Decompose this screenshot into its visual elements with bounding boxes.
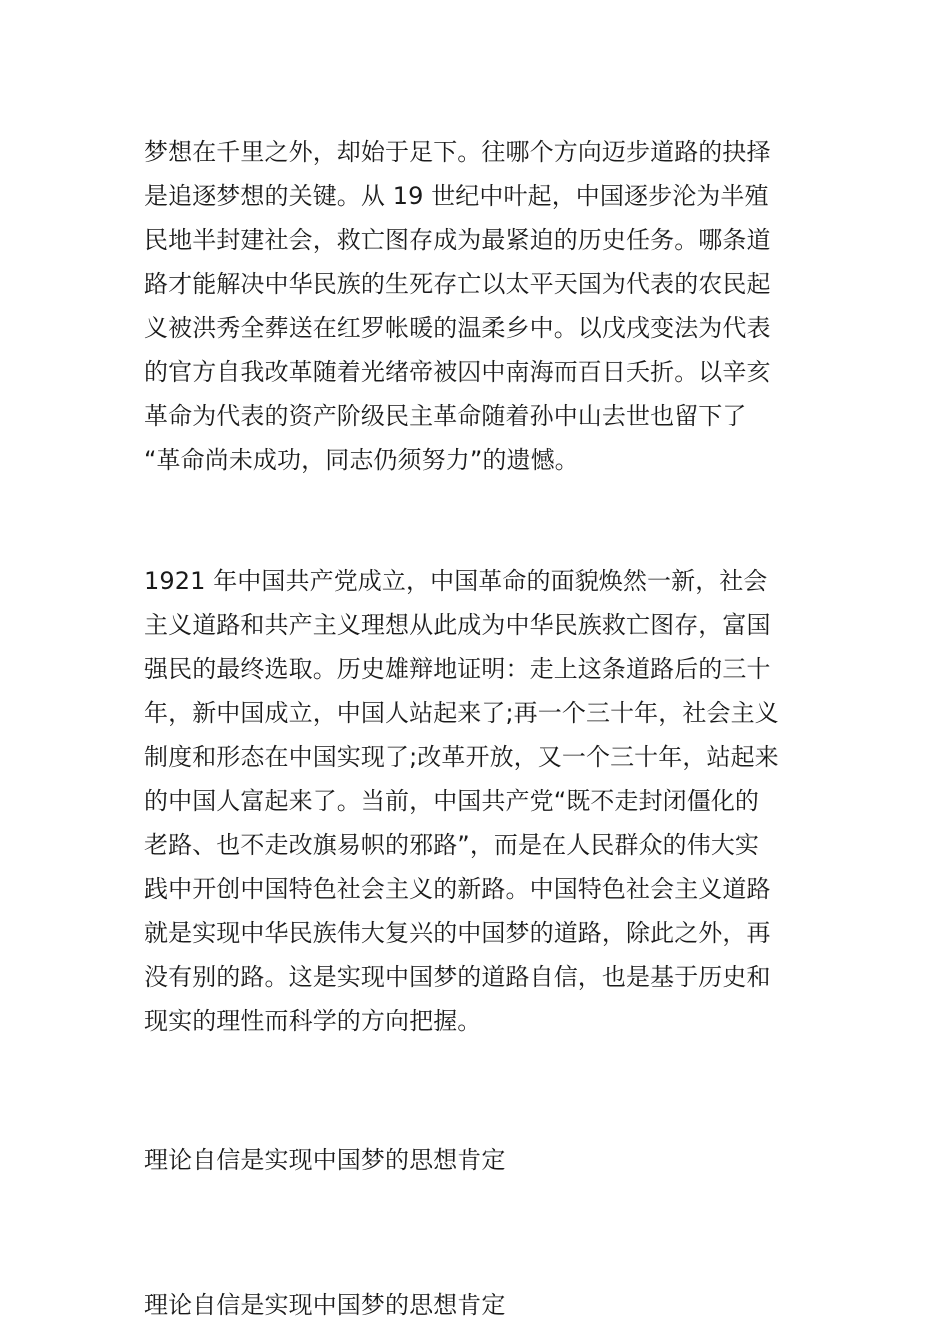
section-heading-repeat	[144, 1283, 812, 1327]
text-line: 的中国人富起来了。当前，中国共产党“既不走封闭僵化的	[144, 787, 760, 815]
text-line: “革命尚未成功，同志仍须努力”的遗憾。	[144, 446, 579, 474]
text-line: 民地半封建社会，救亡图存成为最紧迫的历史任务。哪条道	[144, 226, 771, 254]
text-line: 制度和形态在中国实现了;改革开放，又一个三十年，站起来	[144, 743, 779, 771]
text-line: 就是实现中华民族伟大复兴的中国梦的道路，除此之外，再	[144, 919, 771, 947]
paragraph-road-choice	[144, 130, 812, 482]
text-line: 践中开创中国特色社会主义的新路。中国特色社会主义道路	[144, 875, 771, 903]
text-line: 老路、也不走改旗易帜的邪路”，而是在人民群众的伟大实	[144, 831, 760, 859]
text-line: 现实的理性而科学的方向把握。	[144, 1007, 482, 1035]
text-line: 强民的最终选取。历史雄辩地证明：走上这条道路后的三十	[144, 655, 771, 683]
text-line: 1921 年中国共产党成立，中国革命的面貌焕然一新，社会	[144, 567, 768, 595]
paragraph-party-founding	[144, 559, 812, 1043]
text-line: 革命为代表的资产阶级民主革命随着孙中山去世也留下了	[144, 402, 747, 430]
text-line: 义被洪秀全葬送在红罗帐暖的温柔乡中。以戊戌变法为代表	[144, 314, 771, 342]
section-heading	[144, 1138, 812, 1182]
text-line: 的官方自我改革随着光绪帝被囚中南海而百日夭折。以辛亥	[144, 358, 771, 386]
text-line: 主义道路和共产主义理想从此成为中华民族救亡图存，富国	[144, 611, 771, 639]
text-line: 年，新中国成立，中国人站起来了;再一个三十年，社会主义	[144, 699, 779, 727]
text-line: 路才能解决中华民族的生死存亡以太平天国为代表的农民起	[144, 270, 771, 298]
heading-text: 理论自信是实现中国梦的思想肯定	[144, 1146, 506, 1174]
text-line: 梦想在千里之外，却始于足下。往哪个方向迈步道路的抉择	[144, 138, 771, 166]
heading-text: 理论自信是实现中国梦的思想肯定	[144, 1291, 506, 1319]
text-line: 没有别的路。这是实现中国梦的道路自信，也是基于历史和	[144, 963, 771, 991]
text-line: 是追逐梦想的关键。从 19 世纪中叶起，中国逐步沦为半殖	[144, 182, 769, 210]
